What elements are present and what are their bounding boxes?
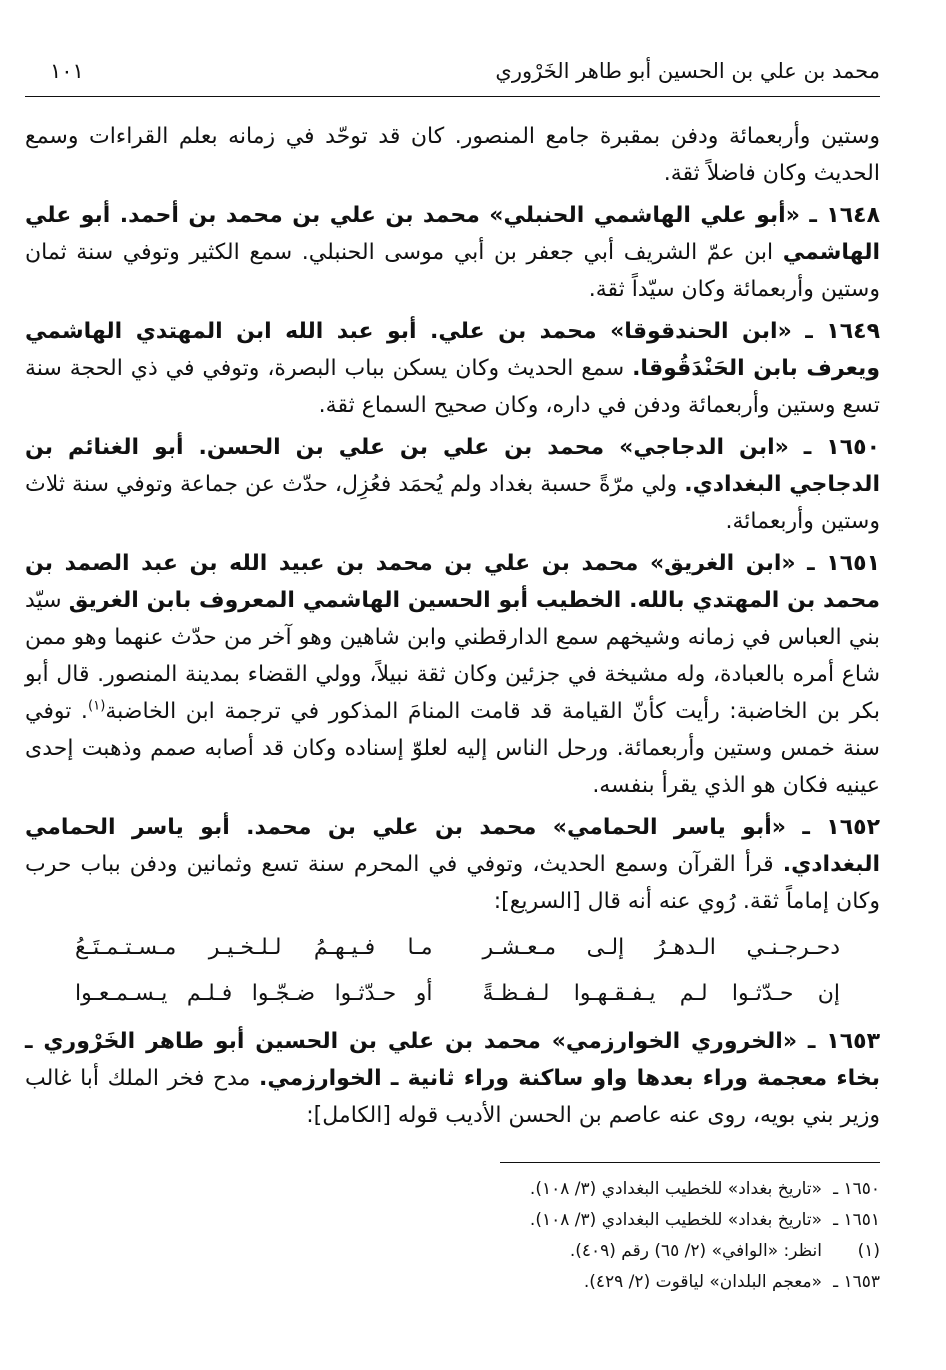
- footnote-reference: (١): [87, 698, 106, 714]
- entry-text: سمع الحديث وكان يسكن بباب البصرة، وتوفي في ذي الحجة سنة تسع وستين وأربعمائة ودفن في داره، وكان صحيح السماع ثقة.: [25, 356, 880, 418]
- entry-text: ابن عمّ الشريف أبي جعفر بن أبي موسى الحنبلي. سمع الكثير وتوفي سنة ثمان وستين وأربعمائة وكان سيّداً ثقة.: [25, 240, 880, 302]
- second-hemistich: مـا فـيـهـمُ لـلـخـيـر مـسـتـمـتَـعُ: [75, 935, 433, 960]
- running-header-title: محمد بن علي بن الحسين أبو طاهر الخَرْوري: [495, 59, 880, 83]
- entry-text: ولي مرّةً حسبة بغداد ولم يُحمَد فعُزِل، حدّث عن جماعة وتوفي سنة ثلاث وستين وأربعمائة.: [25, 472, 880, 534]
- entry-heading: ١٦٥١ ـ «ابن الغريق» محمد بن علي بن محمد بن عبيد الله بن عبد الصمد بن محمد بن المهتدي بالله. الخطيب أبو الحسين الهاشمي المعروف بابن الغريق: [25, 551, 880, 613]
- footnote: [25, 1236, 880, 1267]
- entry-heading: ١٦٥٠ ـ «ابن الدجاجي» محمد بن علي بن علي بن الحسن. أبو الغنائم بن الدجاجي البغدادي.: [25, 435, 880, 497]
- entry-text: سيّد بني العباس في زمانه وشيخهم سمع الدارقطني وابن شاهين وهو آخر من حدّث عنهما وهو ممن شاع أمره بالعبادة، وله مشيخة في جزئين وكان ثقة نبيلاً، وولي القضاء بمدينة المنصور. قال أبو بكر بن الخاضبة: رأيت كأنّ القيامة قد قامت المنامَ المذكور في ترجمة ابن الخاضبة: [25, 588, 881, 724]
- footnote-text: «تاريخ بغداد» للخطيب البغدادي (٣/ ١٠٨).: [529, 1210, 822, 1230]
- header-rule: [25, 96, 880, 97]
- entry-1648: [25, 197, 880, 308]
- first-hemistich: دحـرجـنـي الـدهـرُ إلـى مـعـشـر: [482, 935, 840, 960]
- entry-1651: [25, 545, 880, 804]
- footnote-text: انظر: «الوافي» (٢/ ٦٥) رقم (٤٠٩).: [569, 1241, 822, 1261]
- entry-heading: ١٦٤٨ ـ «أبو علي الهاشمي الحنبلي» محمد بن علي بن محمد بن أحمد. أبو علي الهاشمي: [25, 203, 880, 265]
- entry-heading: ١٦٥٢ ـ «أبو ياسر الحمامي» محمد بن علي بن محمد. أبو ياسر الحمامي البغدادي.: [25, 815, 880, 877]
- footnote-text: «تاريخ بغداد» للخطيب البغدادي (٣/ ١٠٨).: [529, 1179, 822, 1199]
- entry-1653: [25, 1023, 880, 1134]
- entry-heading: ١٦٥٣ ـ «الخروري الخوارزمي» محمد بن علي بن الحسين أبو طاهر الخَرْوري ـ بخاء معجمة وراء بعدها واو ساكنة وراء ثانية ـ الخوارزمي.: [25, 1029, 880, 1091]
- poem: [25, 925, 880, 1017]
- footnotes: [25, 1174, 880, 1298]
- footnote-label: ١٦٥٣ ـ: [833, 1272, 880, 1292]
- entry-1649: [25, 313, 880, 424]
- poem-verse: [75, 971, 840, 1017]
- running-header: [50, 52, 880, 90]
- footnote: [25, 1267, 880, 1298]
- intro-text: وستين وأربعمائة ودفن بمقبرة جامع المنصور. كان قد توحّد في زمانه بعلم القراءات وسمع الحديث وكان فاضلاً ثقة.: [25, 124, 880, 186]
- footnote-label: (١): [857, 1241, 880, 1261]
- entry-heading: ١٦٤٩ ـ «ابن الحندقوقا» محمد بن علي. أبو عبد الله ابن المهتدي الهاشمي ويعرف بابن الحَنْدَقُوقا.: [25, 319, 880, 381]
- footnote-text: «معجم البلدان» لياقوت (٢/ ٤٢٩).: [583, 1272, 822, 1292]
- second-hemistich: أو حـدّثـوا ضـجّـوا فـلـم يـسـمـعـوا: [75, 981, 433, 1006]
- entry-text-continued: . توفي سنة خمس وستين وأربعمائة. ورحل الناس إليه لعلوّ إسناده وكان قد أصابه صمم وذهبت إحدى عينيه فكان هو الذي يقرأ بنفسه.: [25, 699, 880, 798]
- footnote: [25, 1205, 880, 1236]
- entry-1650: [25, 429, 880, 540]
- intro-paragraph: [25, 118, 880, 192]
- footnote: [25, 1174, 880, 1205]
- footnote-label: ١٦٥٠ ـ: [833, 1179, 880, 1199]
- entry-text: مدح فخر الملك أبا غالب وزير بني بويه، روى عنه عاصم بن الحسن الأديب قوله [الكامل]:: [25, 1066, 880, 1128]
- main-text: [25, 118, 880, 1139]
- entry-text: قرأ القرآن وسمع الحديث، وتوفي في المحرم سنة تسع وثمانين ودفن بباب حرب وكان إماماً ثقة. رُوي عنه أنه قال [السريع]:: [25, 852, 880, 914]
- footnote-label: ١٦٥١ ـ: [833, 1210, 880, 1230]
- entry-1652: [25, 809, 880, 920]
- footnote-separator: [500, 1162, 880, 1163]
- page-number: ١٠١: [50, 59, 84, 83]
- first-hemistich: إن حـدّثـوا لـم يـفـقـهـوا لـفـظـةً: [482, 981, 840, 1006]
- poem-verse: [75, 925, 840, 971]
